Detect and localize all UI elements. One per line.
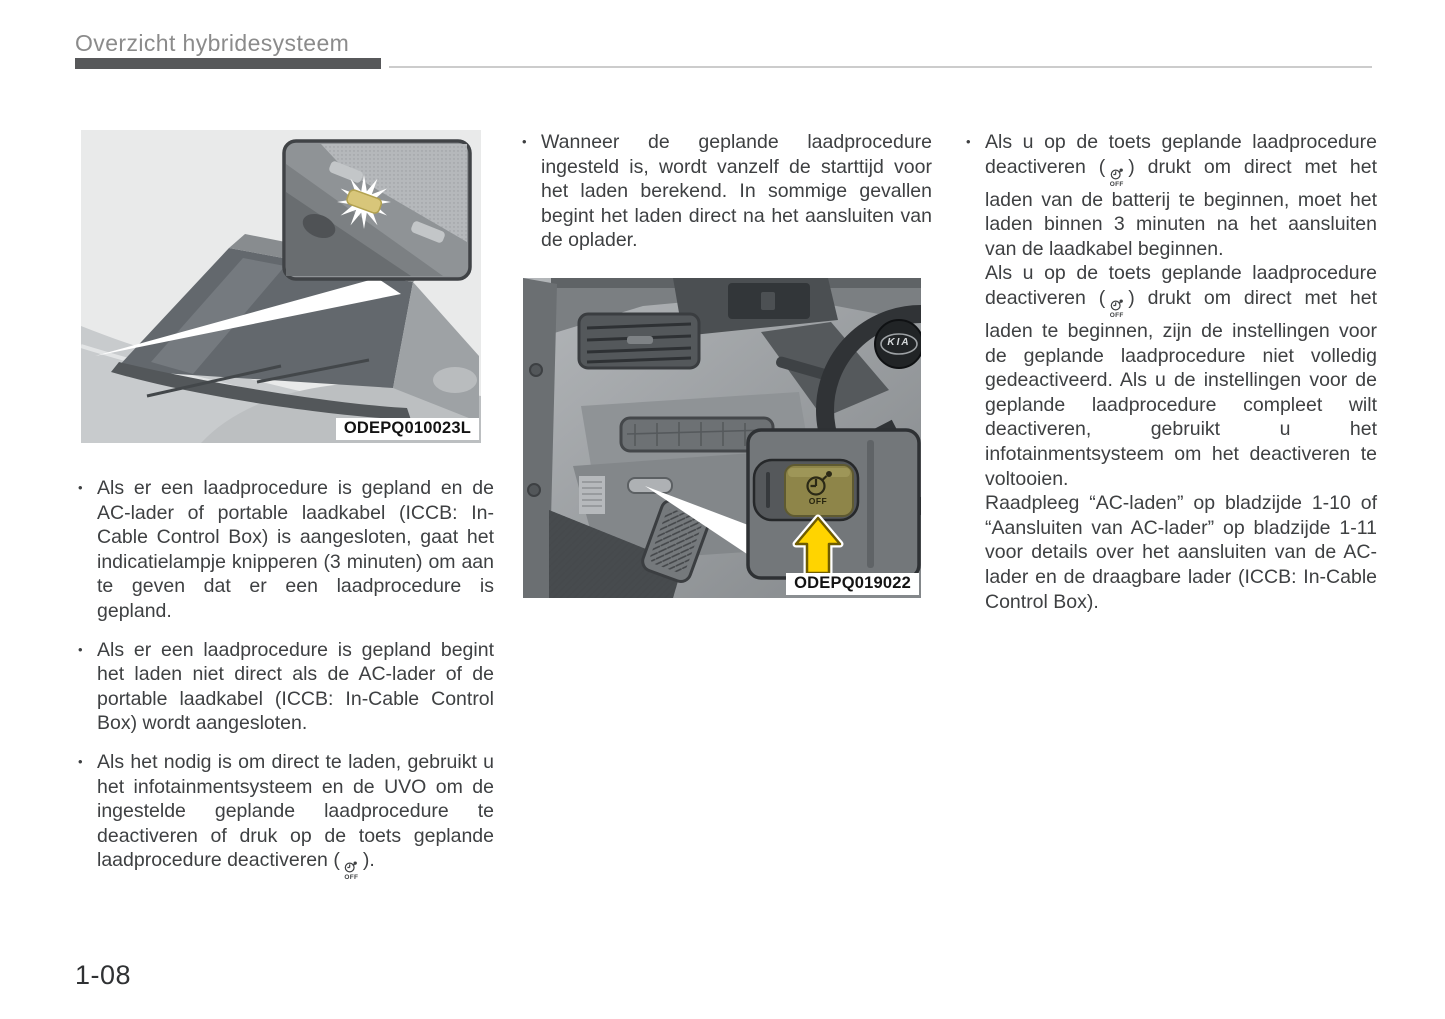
page-number: 1-08 [75, 960, 132, 990]
paragraph: • Als u op de toets geplande laadprocedure deactiveren ( OFF ) drukt om direct met het laden van de batterij te beginnen, moet het laden binnen 3 minuten na het aansluiten van de laadkabel beginnen. [985, 131, 1377, 260]
bullet-item: • Als het nodig is om direct te laden, gebruikt u het infotainmentsysteem en de UVO om de ingestelde geplande laadprocedure te deactiveren of druk op de toets geplande laadprocedure deactiveren ( OFF ). [75, 750, 494, 881]
column-left [75, 130, 494, 881]
bullet-list-left [75, 476, 494, 881]
bullet-list-middle [519, 130, 932, 253]
dashboard-illustration [523, 278, 921, 598]
title-underline-bar [75, 58, 381, 69]
off-button-label: OFF [808, 495, 828, 506]
scheduled-charging-off-icon: OFF [1106, 167, 1127, 188]
bullet-item [963, 130, 1377, 614]
scheduled-charging-off-icon: OFF [341, 860, 362, 881]
figure-dashboard-button [523, 278, 921, 598]
paragraph: Raadpleeg “AC-laden” op bladzijde 1-10 of “Aansluiten van AC-lader” op bladzijde 1-11 voor details over het aansluiten van de AC-lader en de draagbare lader (ICCB: In-Cable Control Box). [985, 492, 1377, 613]
column-right [963, 130, 1377, 614]
paragraph: Als u op de toets geplande laadprocedure deactiveren ( OFF ) drukt om direct met het laden te beginnen, zijn de instellingen voor de geplande laadprocedure niet volledig gedeactiveerd. Als u de instellingen voor de geplande laadprocedure compleet wilt deactiveren, gebruikt u het infotainmentsysteem om het deactiveren te voltooien. [985, 262, 1377, 490]
scheduled-charging-off-icon: OFF [1106, 298, 1127, 319]
header-rule [389, 66, 1372, 68]
dash-switch [628, 478, 672, 493]
bullet-item: • Wanneer de geplande laadprocedure ingesteld is, wordt vanzelf de starttijd voor het laden berekend. In sommige gevallen begint het laden direct na het aansluiten van de oplader. [519, 130, 932, 253]
car-illustration [81, 130, 481, 443]
page-title: Overzicht hybridesysteem [75, 30, 350, 56]
side-mirror [433, 367, 477, 393]
figure-caption: ODEPQ010023L [336, 418, 479, 440]
bullet-item: • Als er een laadprocedure is gepland en de AC-lader of portable laadkabel (ICCB: In-Cable Control Box) is aangesloten, gaat het indicatielampje knipperen (3 minuten) om aan te geven dat er een laadprocedure is gepland. [75, 476, 494, 624]
figure-windshield-indicator [81, 130, 481, 443]
bullet-item: • Als er een laadprocedure is gepland begint het laden niet direct als de AC-lader of de portable laadkabel (ICCB: In-Cable Control Box) wordt aangesloten. [75, 638, 494, 736]
air-vent [579, 314, 699, 368]
bullet-list-right [963, 130, 1377, 614]
kia-logo: KIA [887, 336, 911, 348]
column-middle [519, 130, 932, 598]
indicator-lamp-inset [284, 141, 470, 279]
figure-caption: ODEPQ019022 [786, 573, 919, 595]
